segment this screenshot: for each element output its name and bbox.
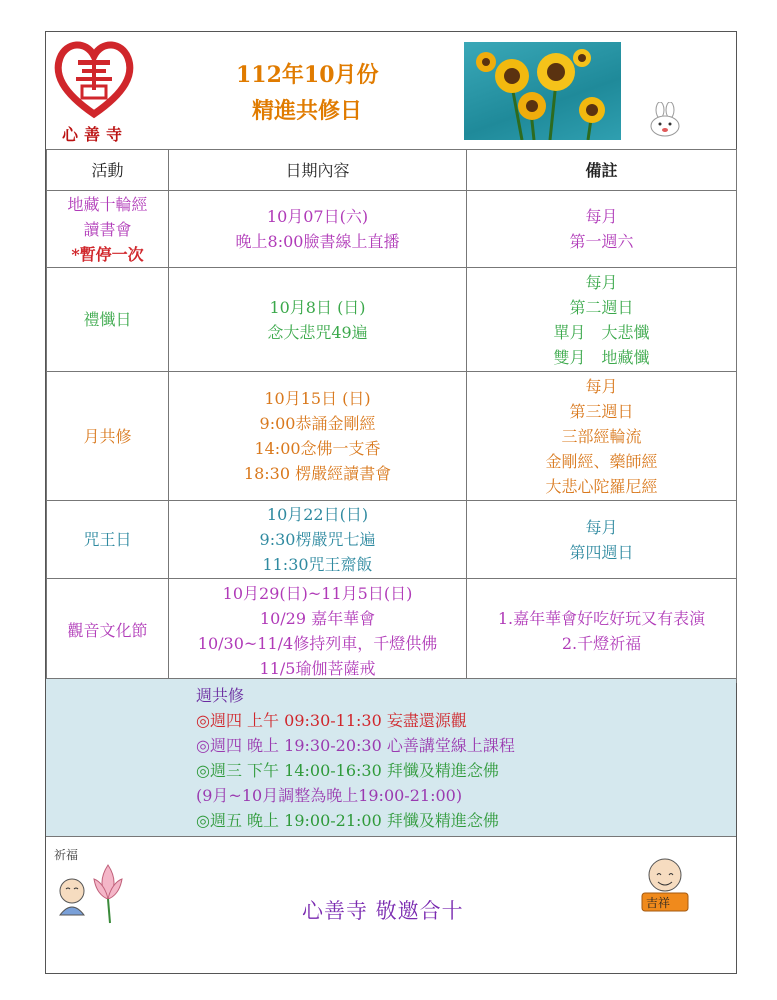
blessing-text: 祈福	[54, 848, 79, 862]
weekly-practice-section	[46, 678, 736, 837]
table-row	[47, 579, 737, 683]
remark-line: 2.千燈祈福	[561, 633, 642, 653]
remark-cell	[467, 501, 737, 579]
logo-text: 心善寺	[62, 125, 129, 144]
table-row	[47, 268, 737, 372]
content-line: 9:30楞嚴咒七遍	[259, 530, 376, 549]
bunny-icon	[646, 102, 688, 138]
content-line: 10月15日 (日)	[264, 389, 371, 408]
remark-line: 第四週日	[569, 542, 634, 562]
remark-line: 第一週六	[569, 232, 634, 251]
weekly-line: ◎週四 上午 09:30-11:30 妄盡還源觀	[196, 711, 467, 730]
table-header-row	[47, 150, 737, 191]
content-line: 念大悲咒49遍	[267, 322, 368, 342]
remark-line: 金剛經、藥師經	[545, 451, 658, 471]
auspicious-text: 吉祥	[646, 896, 671, 910]
content-cell	[169, 501, 467, 579]
auspicious-monk-icon	[636, 853, 694, 915]
page-title-month: 112年10月份	[236, 62, 379, 88]
remark-line: 雙月 地藏懺	[553, 347, 650, 367]
activity-name: 地藏十輪經	[67, 194, 148, 214]
header	[46, 32, 736, 149]
activity-cell	[47, 501, 169, 579]
content-cell	[169, 579, 467, 683]
weekly-line: ◎週三 下午 14:00-16:30 拜懺及精進念佛	[196, 761, 499, 780]
praying-monk-lotus-icon	[52, 845, 132, 925]
remark-cell	[467, 268, 737, 372]
content-line: 晚上8:00臉書線上直播	[235, 232, 400, 251]
remark-line: 大悲心陀羅尼經	[545, 476, 658, 496]
weekly-title: 週共修	[196, 686, 245, 705]
flyer-sheet	[45, 31, 737, 974]
content-cell	[169, 191, 467, 268]
content-line: 10/30~11/4修持列車，千燈供佛	[197, 633, 438, 653]
remark-line: 每月	[585, 517, 618, 537]
activity-name: 咒王日	[83, 530, 132, 549]
heart-logo-icon	[52, 36, 136, 122]
activity-name: 讀書會	[83, 219, 132, 239]
content-line: 9:00恭誦金剛經	[259, 414, 376, 433]
footer	[46, 837, 736, 973]
content-line: 11/5瑜伽菩薩戒	[259, 658, 376, 678]
temple-logo	[52, 36, 136, 148]
remark-cell	[467, 579, 737, 683]
content-line: 10月07日(六)	[266, 207, 369, 226]
weekly-line: ◎週五 晚上 19:00-21:00 拜懺及精進念佛	[196, 811, 499, 830]
remark-cell	[467, 191, 737, 268]
content-cell	[169, 268, 467, 372]
table-row	[47, 372, 737, 501]
activity-name: 禮懺日	[83, 310, 132, 329]
table-row	[47, 191, 737, 268]
remark-line: 每月	[585, 376, 618, 396]
remark-line: 每月	[585, 207, 618, 226]
sunflower-photo	[464, 42, 621, 140]
activity-name: 月共修	[83, 426, 132, 446]
content-line: 14:00念佛一支香	[254, 439, 381, 458]
column-header-activity: 活動	[47, 150, 169, 191]
content-line: 10月8日 (日)	[269, 297, 366, 317]
remark-line: 每月	[585, 272, 618, 292]
weekly-line: ◎週四 晚上 19:30-20:30 心善講堂線上課程	[196, 736, 515, 755]
invitation-text: 心善寺 敬邀合十	[302, 899, 464, 923]
remark-line: 第二週日	[569, 297, 634, 317]
column-header-remark: 備註	[467, 150, 737, 191]
activity-cell	[47, 579, 169, 683]
activity-cell	[47, 191, 169, 268]
content-line: 11:30咒王齋飯	[262, 555, 373, 574]
weekly-line: (9月~10月調整為晚上19:00-21:00)	[196, 786, 463, 805]
page-title-event: 精進共修日	[252, 98, 363, 124]
activity-name: 觀音文化節	[67, 621, 148, 640]
activity-cell	[47, 268, 169, 372]
content-line: 10月22日(日)	[266, 505, 369, 524]
schedule-table	[46, 149, 737, 683]
remark-line: 第三週日	[569, 401, 634, 421]
column-header-content: 日期內容	[169, 150, 467, 191]
activity-cell	[47, 372, 169, 501]
content-cell	[169, 372, 467, 501]
content-line: 18:30 楞嚴經讀書會	[243, 464, 392, 483]
content-line: 10/29 嘉年華會	[259, 608, 376, 628]
remark-line: 三部經輪流	[561, 426, 642, 446]
activity-note: *暫停一次	[71, 244, 144, 264]
content-line: 10月29(日)~11月5日(日)	[222, 583, 413, 603]
remark-cell	[467, 372, 737, 501]
sunflower-icon	[464, 42, 621, 140]
remark-line: 1.嘉年華會好吃好玩又有表演	[497, 608, 706, 628]
table-row	[47, 501, 737, 579]
remark-line: 單月 大悲懺	[553, 322, 650, 342]
